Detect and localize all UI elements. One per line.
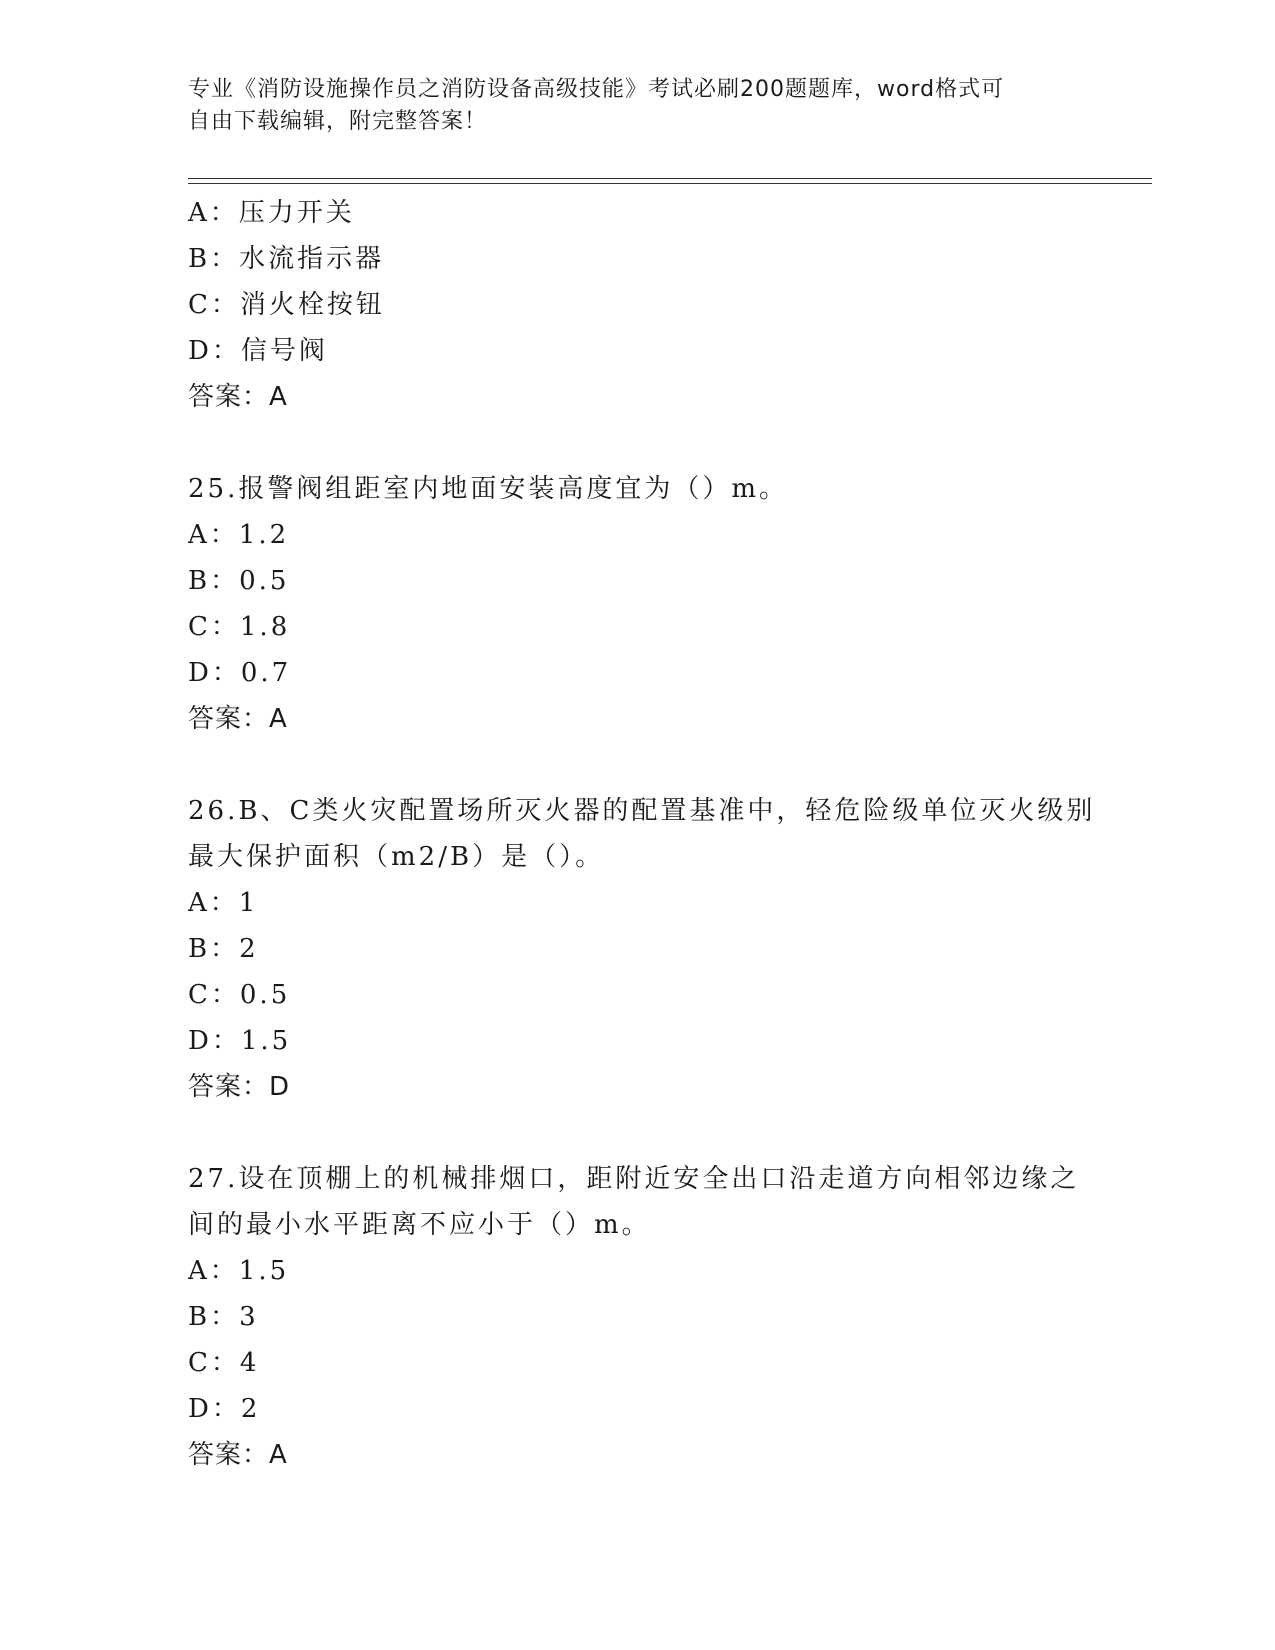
- option-b: B：水流指示器: [188, 244, 385, 274]
- option-a: A：1: [188, 888, 259, 918]
- option-b: B：0.5: [188, 566, 290, 596]
- option-c: C：消火栓按钮: [188, 290, 385, 320]
- document-header: [188, 74, 1088, 138]
- question-stem-line-2: 间的最小水平距离不应小于（）m。: [188, 1210, 651, 1240]
- header-line-1: 专业《消防设施操作员之消防设备高级技能》考试必刷200题题库，word格式可: [188, 77, 1005, 102]
- option-b: B：3: [188, 1302, 259, 1332]
- prev-question-block: [188, 190, 1088, 420]
- question-list: [188, 190, 1096, 1478]
- option-d: D：信号阀: [188, 336, 328, 366]
- answer-line: 答案：A: [188, 382, 288, 412]
- spacer: [188, 742, 1088, 788]
- option-a: A：1.2: [188, 520, 290, 550]
- question-25: [188, 466, 1088, 742]
- question-stem-line-2: 最大保护面积（m2/B）是（）。: [188, 842, 605, 872]
- question-stem-line-1: 27.设在顶棚上的机械排烟口，距附近安全出口沿走道方向相邻边缘之: [188, 1164, 1080, 1194]
- option-d: D：0.7: [188, 658, 292, 688]
- option-c: C：4: [188, 1348, 260, 1378]
- header-line-2: 自由下载编辑，附完整答案！: [188, 109, 488, 134]
- question-26: [188, 788, 1096, 1110]
- answer-line: 答案：A: [188, 1440, 288, 1470]
- option-a: A：压力开关: [188, 198, 355, 228]
- option-d: D：2: [188, 1394, 261, 1424]
- option-a: A：1.5: [188, 1256, 290, 1286]
- option-d: D：1.5: [188, 1026, 292, 1056]
- option-b: B：2: [188, 934, 259, 964]
- question-stem: 25.报警阀组距室内地面安装高度宜为（）m。: [188, 474, 789, 504]
- option-c: C：0.5: [188, 980, 291, 1010]
- spacer: [188, 1110, 1088, 1156]
- header-rule-top: [188, 178, 1152, 179]
- option-c: C：1.8: [188, 612, 291, 642]
- question-27: [188, 1156, 1088, 1478]
- spacer: [188, 420, 1088, 466]
- header-rule-bottom: [188, 183, 1152, 184]
- answer-line: 答案：A: [188, 704, 288, 734]
- question-stem-line-1: 26.B、C类火灾配置场所灭火器的配置基准中，轻危险级单位灭火级别: [188, 796, 1096, 826]
- answer-line: 答案：D: [188, 1072, 291, 1102]
